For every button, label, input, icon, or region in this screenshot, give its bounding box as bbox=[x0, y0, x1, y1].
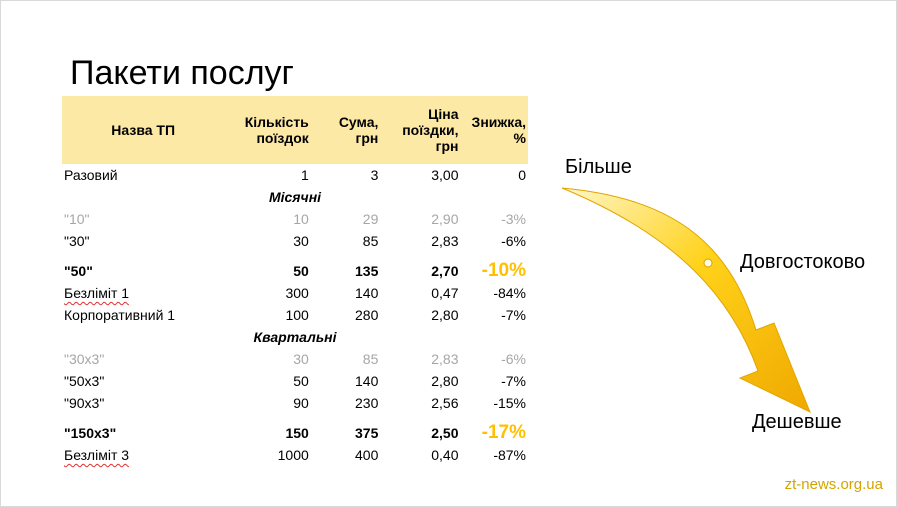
cell-price: 2,56 bbox=[431, 395, 459, 411]
cell-discount: -84% bbox=[493, 285, 526, 301]
header-price: Ціна поїздки, грн bbox=[380, 96, 460, 164]
cell-price: 0,47 bbox=[431, 285, 459, 301]
cell-discount: -10% bbox=[481, 260, 526, 281]
cell-trips: 90 bbox=[293, 395, 309, 411]
section-row bbox=[62, 326, 528, 348]
cell-discount: -17% bbox=[481, 422, 526, 443]
cell-price: 2,90 bbox=[431, 211, 459, 227]
cell-trips: 30 bbox=[293, 233, 309, 249]
cell-price: 0,40 bbox=[431, 447, 459, 463]
cell-discount: -7% bbox=[501, 307, 526, 323]
table-row bbox=[62, 304, 528, 326]
section-label: Місячні bbox=[268, 189, 322, 205]
cell-name: "30" bbox=[64, 233, 90, 249]
table-row bbox=[62, 252, 528, 282]
cell-sum: 140 bbox=[355, 285, 379, 301]
header-name: Назва ТП bbox=[62, 96, 224, 164]
cell-sum: 230 bbox=[355, 395, 379, 411]
label-cheaper: Дешевше bbox=[752, 411, 842, 433]
cell-sum: 140 bbox=[355, 373, 379, 389]
cell-discount: -15% bbox=[493, 395, 526, 411]
header-discount: Знижка, % bbox=[461, 96, 529, 164]
table-row bbox=[62, 208, 528, 230]
cell-name: "10" bbox=[64, 211, 90, 227]
cell-discount: -6% bbox=[501, 233, 526, 249]
cell-trips: 1 bbox=[301, 167, 309, 183]
cell-name: Разовий bbox=[64, 167, 118, 183]
cell-trips: 150 bbox=[285, 425, 309, 441]
cell-sum: 3 bbox=[370, 167, 379, 183]
section-row bbox=[62, 186, 528, 208]
watermark: zt-news.org.ua bbox=[784, 476, 883, 493]
table-body bbox=[62, 164, 528, 466]
cell-name: "30х3" bbox=[64, 351, 105, 367]
label-long-term: Довгостоково bbox=[740, 251, 866, 273]
cell-price: 2,83 bbox=[431, 233, 459, 249]
table-row bbox=[62, 370, 528, 392]
cell-sum: 85 bbox=[362, 351, 379, 367]
cell-discount: -7% bbox=[501, 373, 526, 389]
cell-name-text: Безліміт 1 bbox=[64, 285, 130, 301]
tariff-table bbox=[62, 96, 528, 466]
table-row bbox=[62, 392, 528, 414]
table-row bbox=[62, 282, 528, 304]
cell-sum: 280 bbox=[355, 307, 379, 323]
cell-discount: -87% bbox=[493, 447, 526, 463]
section-label: Квартальні bbox=[253, 329, 337, 345]
cell-name-text: Безліміт 3 bbox=[64, 447, 130, 463]
cell-name: "50" bbox=[64, 263, 93, 279]
cell-trips: 100 bbox=[285, 307, 309, 323]
cell-trips: 50 bbox=[293, 263, 309, 279]
cell-price: 2,80 bbox=[431, 307, 459, 323]
cell-sum: 400 bbox=[355, 447, 379, 463]
table-row bbox=[62, 164, 528, 186]
curved-arrow bbox=[560, 180, 820, 420]
cell-trips: 1000 bbox=[277, 447, 309, 463]
cell-price: 2,50 bbox=[431, 425, 459, 441]
cell-name bbox=[62, 444, 224, 466]
cell-sum: 85 bbox=[362, 233, 379, 249]
cell-discount: -3% bbox=[501, 211, 526, 227]
header-trips: Кількість поїздок bbox=[224, 96, 310, 164]
header-sum: Сума, грн bbox=[311, 96, 381, 164]
table-row bbox=[62, 348, 528, 370]
cell-name: "50х3" bbox=[64, 373, 105, 389]
table-header-row bbox=[62, 96, 528, 164]
cell-name: "90х3" bbox=[64, 395, 105, 411]
cell-trips: 300 bbox=[285, 285, 309, 301]
table-row bbox=[62, 230, 528, 252]
table-row bbox=[62, 444, 528, 466]
cell-discount: -6% bbox=[501, 351, 526, 367]
curved-arrow-icon bbox=[560, 180, 820, 420]
cell-trips: 30 bbox=[293, 351, 309, 367]
cell-trips: 50 bbox=[293, 373, 309, 389]
cell-name bbox=[62, 282, 224, 304]
cell-discount: 0 bbox=[518, 167, 526, 183]
cell-price: 2,80 bbox=[431, 373, 459, 389]
cell-name: "150х3" bbox=[64, 425, 117, 441]
cell-name: Корпоративний 1 bbox=[64, 307, 176, 323]
cell-price: 3,00 bbox=[431, 167, 459, 183]
cell-sum: 135 bbox=[355, 263, 379, 279]
cell-price: 2,83 bbox=[431, 351, 459, 367]
slide-title: Пакети послуг bbox=[70, 54, 294, 92]
cell-trips: 10 bbox=[293, 211, 309, 227]
table-row bbox=[62, 414, 528, 444]
cell-sum: 29 bbox=[362, 211, 379, 227]
label-more: Більше bbox=[565, 156, 632, 178]
cell-price: 2,70 bbox=[431, 263, 459, 279]
cell-sum: 375 bbox=[355, 425, 379, 441]
